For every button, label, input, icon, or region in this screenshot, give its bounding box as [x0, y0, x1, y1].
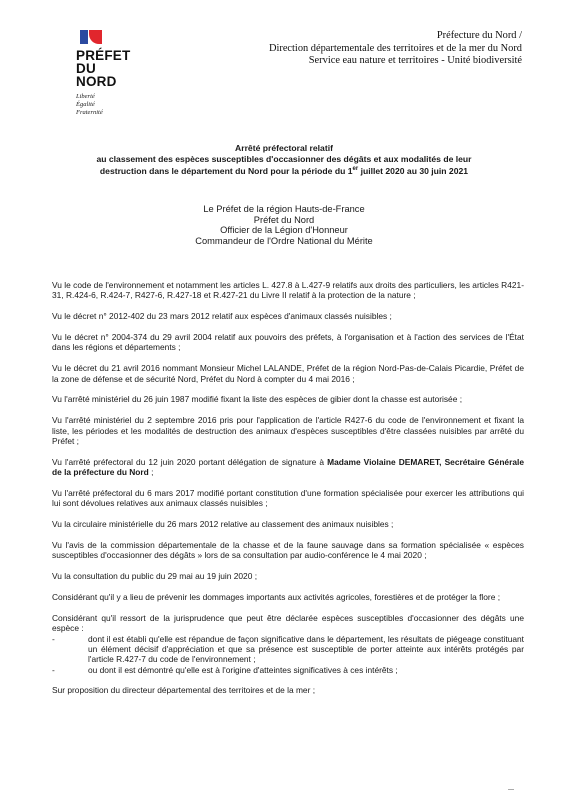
decree-body [52, 280, 524, 706]
visa-decret-2012: Vu le décret n° 2012-402 du 23 mars 2012 relatif aux espèces d'animaux classés nuisibles ; [52, 311, 392, 322]
prefet-du-nord-logo [76, 30, 136, 117]
prefect-line-3: Officier de la Légion d'Honneur [220, 225, 348, 236]
title-line-3-start: destruction dans le département du Nord pour la période du 1 [99, 166, 353, 177]
list-item-text: ou dont il est démontré qu'elle est à l'origine d'atteintes significatives à ces intérêts ; [88, 664, 398, 675]
visa-consultation-public: Vu la consultation du public du 29 mai au 19 juin 2020 ; [52, 571, 258, 582]
dash-bullet: - [52, 633, 55, 644]
sur-proposition: Sur proposition du directeur départemental des territoires et de la mer ; [52, 685, 316, 696]
list-item [52, 634, 524, 665]
motto-fraternite: Fraternité [76, 109, 103, 116]
title-line-3-end: juillet 2020 au 30 juin 2021 [358, 166, 469, 177]
motto-liberte: Liberté [76, 93, 95, 100]
visa-arrete-1987: Vu l'arrêté ministériel du 26 juin 1987 modifié fixant la liste des espèces de gibier dont la chasse est autorisée ; [52, 394, 463, 405]
visa-delegation-signature [52, 457, 524, 478]
visa-arrete-2017: Vu l'arrêté préfectoral du 6 mars 2017 modifié portant constitution d'une formation spécialisée pour exercer les attributions qui lui sont dévolues relatives aux animaux classés nuisibles ; [52, 488, 524, 509]
visa-code-environnement: Vu le code de l'environnement et notamment les articles L. 427.8 à L.427-9 relatifs aux droits des particuliers, les articles R421-31, R.424-6, R.424-7, R427-6, R.427-18 et R.427-21 du Livre II relatif à la protection de la nature ; [52, 280, 524, 301]
issuing-service-header [269, 30, 522, 68]
header-line-direction: Direction départementale des territoires et de la mer du Nord [268, 42, 522, 54]
visa-decret-2016: Vu le décret du 21 avril 2016 nommant Monsieur Michel LALANDE, Préfet de la région Nord-Pas-de-Calais Picardie, Préfet de la zone de défense et de sécurité Nord, Préfet du Nord à compter du 4 mai 2016 ; [52, 363, 524, 384]
title-line-3 [40, 164, 528, 176]
prefect-line-4: Commandeur de l'Ordre National du Mérite [195, 235, 373, 246]
decree-title [40, 143, 528, 177]
motto-egalite: Égalité [76, 101, 95, 108]
title-superscript: er [352, 166, 359, 173]
logo-word-du-nord: DU NORD [76, 61, 117, 89]
marianne-flag-icon [80, 30, 102, 44]
title-line-1: Arrêté préfectoral relatif [235, 143, 333, 153]
visa-decret-2004: Vu le décret n° 2004-374 du 29 avril 2004 relatif aux pouvoirs des préfets, à l'organisation et à l'action des services de l'État dans les régions et départements ; [52, 332, 524, 353]
page-continuation-mark: ... [508, 783, 514, 792]
prefect-titles [40, 204, 528, 246]
considerant-jurisprudence: Considérant qu'il ressort de la jurisprudence que peut être déclarée espèces susceptibles d'occasionner des dégâts une espèce : [52, 613, 524, 634]
visa-arrete-2016: Vu l'arrêté ministériel du 2 septembre 2016 pris pour l'application de l'article R427-6 du code de l'environnement et fixant la liste, les périodes et les modalités de destruction des animaux d'espèces susceptibles d'être classées nuisibles par arrêté du Préfet ; [52, 415, 524, 446]
delegation-end: ; [148, 467, 154, 478]
republic-motto [76, 93, 136, 117]
prefect-line-1: Le Préfet de la région Hauts-de-France [203, 204, 365, 214]
header-line-prefecture: Préfecture du Nord / [436, 30, 522, 41]
logo-word-prefet: PRÉFET [76, 48, 131, 63]
header-line-service: Service eau nature et territoires - Unité biodiversité [308, 55, 522, 66]
delegation-text: Vu l'arrêté préfectoral du 12 juin 2020 portant délégation de signature à [52, 456, 328, 467]
dash-bullet: - [52, 664, 55, 675]
visa-avis-commission: Vu l'avis de la commission départementale de la chasse et de la faune sauvage dans sa formation spécialisée « espèces susceptibles d'occasionner des dégâts » lors de sa consultation par audio-conférence le 4 mai 2020 ; [52, 540, 524, 561]
prefect-line-2: Préfet du Nord [253, 214, 315, 225]
title-line-2: au classement des espèces susceptibles d'occasionner des dégâts et aux modalités de leur [96, 153, 472, 164]
logo-text [76, 49, 136, 88]
considerant-dommages: Considérant qu'il y a lieu de prévenir les dommages importants aux activités agricoles, forestières et de protéger la flore ; [52, 592, 501, 603]
delegation-name: Madame Violaine DEMARET, Secrétaire Générale de la préfecture du Nord [52, 456, 524, 478]
list-item [52, 665, 524, 675]
visa-circulaire-2012: Vu la circulaire ministérielle du 26 mars 2012 relative au classement des animaux nuisibles ; [52, 519, 394, 530]
list-item-text: dont il est établi qu'elle est répandue de façon significative dans le département, les résultats de piégeage constituant un élément décisif d'appréciation et que sa présence est susceptible de porter atteinte aux intérêts protégés par l'article R.427-7 du code de l'environnement ; [88, 633, 524, 665]
